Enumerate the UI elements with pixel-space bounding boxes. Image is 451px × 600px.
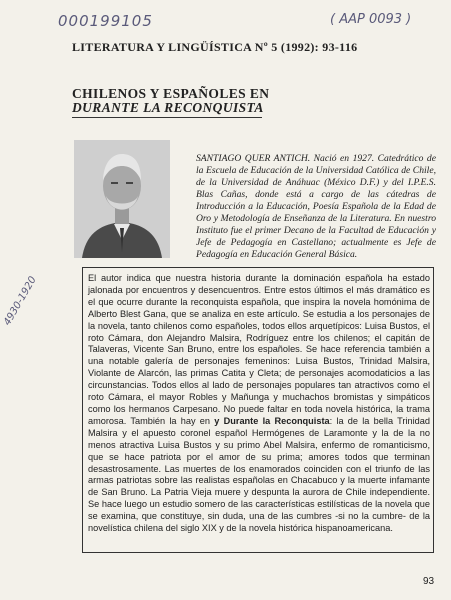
page-number: 93 (423, 576, 435, 587)
journal-header: LITERATURA Y LINGÜÍSTICA Nº 5 (1992): 93-116 (72, 40, 358, 54)
abstract-part1: El autor indica que nuestra historia durante la dominación española ha estado jalonada por encuentros y desencuentros. Entre estos últimos el más dramático es el que ocurre durante la reconquista española, que inspira la novela homónima de Alberto Blest Gana, que se analiza en este artículo. Se estudia a los personajes de la novela, tanto chilenos como españoles, todos ellos arquetípicos: Luisa Bustos, el roto Cámara, don Alejandro Malsira, Rodríguez entre los chilenos; el capitán de Talaveras, Vicente San Bruno, entre los españoles. Se hace referencia también a una notable galería de personajes femeninos: Luisa Bustos, Trinidad Malsira, Violante de Alarcón, las primas Catita y Cleta; de personajes acomodaticios a las circunstancias. Todos ellos al lado de personajes populares tan atractivos como el roto Cámara, el mayor Robles y Mañunga y muchachos bromistas y simpáticos como los hermanos Carpesano. No puede faltar en toda novela histórica, la trama amorosa. También la hay en (88, 273, 430, 426)
abstract-text (88, 273, 430, 535)
abstract-emphasis: y Durante la Reconquista (214, 415, 330, 426)
handwritten-code: 000199105 (58, 12, 153, 30)
abstract-part2: : la de la bella Trinidad Malsira y el apuesto coronel español Hermógenes de Laramonte y la de la no menos atractiva Luisa Bustos y su primo Abel Malsira, enfermo de romanticismo, que se hace patriota por el amor de su prima; amores todos que terminan desastrosamente. Las muertes de los enamorados coinciden con el triunfo de las armas patriotas sobre las realistas españolas en Chacabuco y la muerte infamante de San Bruno. La Patria Vieja muere y despunta la aurora de Chile independiente. Se hace luego un estudio somero de las características estilísticas de la novela que se examina, que constituye, sin duda, una de las cumbres -si no la cumbre- de la novelística chilena del siglo XIX y de la novela histórica hispanoamericana. (88, 415, 430, 534)
handwritten-margin-note: 4930-1920 (2, 274, 39, 328)
handwritten-reference: ( AAP 0093 ) (330, 12, 412, 27)
author-bio: SANTIAGO QUER ANTICH. Nació en 1927. Catedrático de la Escuela de Educación de la Universidad Católica de Chile, de la Universidad de Anáhuac (México D.F.) y del I.P.E.S. Blas Cañas, donde está a cargo de las cátedras de Introducción a la Educación, Poesía Española de la Edad de Oro y Metodología de Enseñanza de la Literatura. En nuestro Instituto fue el primer Decano de la Facultad de Educación y Jefe de Pedagogía en Castellano; actualmente es Jefe de Pedagogía en Educación General Básica. (196, 153, 436, 260)
author-photo (74, 140, 170, 258)
title-underline (72, 117, 262, 118)
author-portrait-image (74, 140, 170, 258)
article-title-line2: DURANTE LA RECONQUISTA (72, 100, 264, 115)
article-title-line1: CHILENOS Y ESPAÑOLES EN (72, 86, 270, 101)
